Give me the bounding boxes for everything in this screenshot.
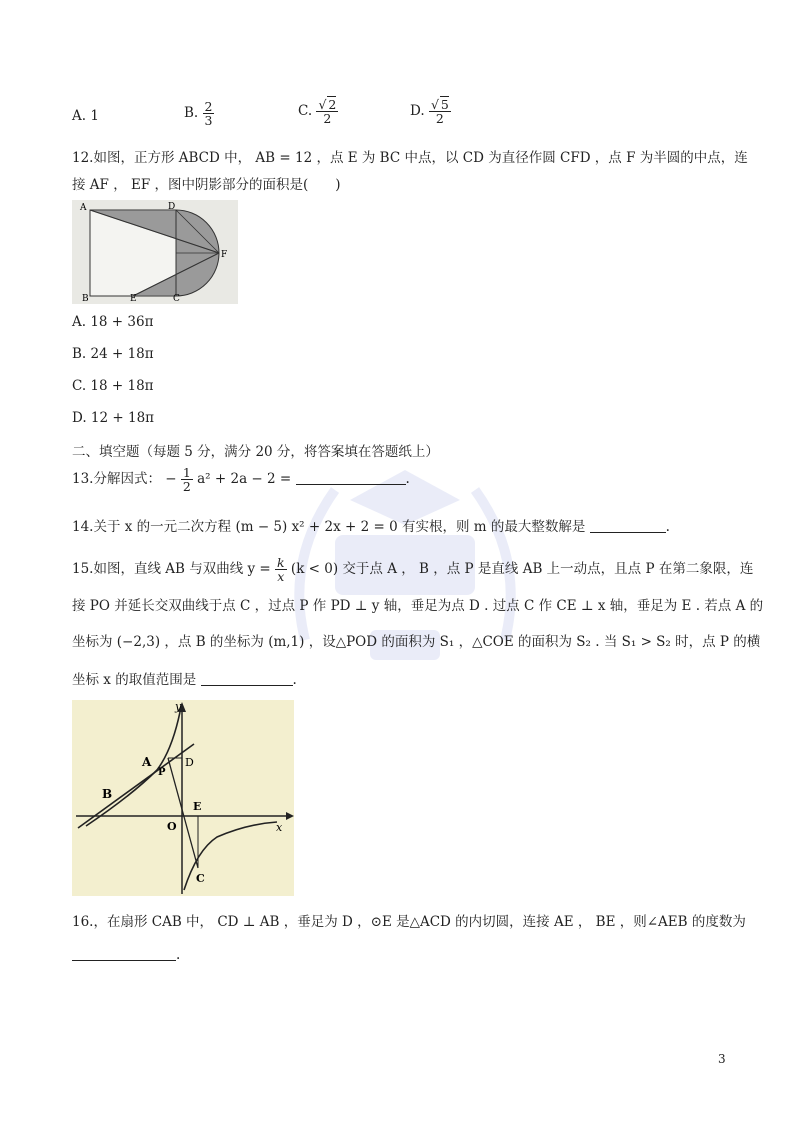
q15-line3: 坐标为 (−2,3) ，点 B 的坐标为 (m,1) ，设△POD 的面积为 S₁ ，△COE 的面积为 S₂ . 当 S₁ > S₂ 时，点 P 的横 — [72, 634, 761, 650]
q12-stem-line1: 12.如图，正方形 ABCD 中， AB = 12 ，点 E 为 BC 中点，以 CD 为直径作圆 CFD ，点 F 为半圆的中点，连 — [72, 150, 748, 166]
label-e: E — [193, 800, 202, 813]
q15-line2: 接 PO 并延长交双曲线于点 C ，过点 P 作 PD ⊥ y 轴，垂足为点 D . 过点 C 作 CE ⊥ x 轴，垂足为 E . 若点 A 的 — [72, 598, 764, 614]
label-e: E — [130, 294, 137, 304]
page-number: 3 — [718, 1052, 726, 1066]
label-x: x — [276, 821, 283, 834]
label-p: P — [158, 767, 166, 778]
label-a: A — [142, 755, 152, 769]
q14-answer-blank[interactable] — [590, 518, 666, 533]
label-o: O — [167, 820, 177, 833]
q16-line2: . — [72, 946, 180, 963]
label-f: F — [221, 250, 228, 260]
q12-figure — [72, 200, 238, 304]
q13-answer-blank[interactable] — [296, 470, 406, 485]
q12-option-c: C. 18 + 18π — [72, 378, 154, 394]
q16-line1: 16.，在扇形 CAB 中， CD ⊥ AB ，垂足为 D ，⊙E 是△ACD 的内切圆，连接 AE ， BE ，则∠AEB 的度数为 — [72, 914, 746, 930]
q16-answer-blank[interactable] — [72, 946, 176, 961]
q15-line1: 15.如图，直线 AB 与双曲线 y = $\frac{k}{x}$ (k < 0) 交于点 A ， B ，点 P 是直线 AB 上一动点，且点 P 在第二象限，连 — [72, 555, 754, 585]
label-d: D — [168, 202, 176, 212]
section-heading: 二、填空题（每题 5 分，满分 20 分，将答案填在答题纸上） — [72, 444, 439, 460]
q11-option-a: A. 1 — [72, 108, 99, 124]
label-b: B — [82, 294, 89, 304]
q15-figure — [72, 700, 294, 896]
q12-option-b: B. 24 + 18π — [72, 346, 154, 362]
q14-line: 14.关于 x 的一元二次方程 (m − 5) x² + 2x + 2 = 0 有实根，则 m 的最大整数解是 . — [72, 519, 670, 535]
q12-option-d: D. 12 + 18π — [72, 410, 155, 426]
label-c: C — [196, 872, 205, 885]
label-a: A — [80, 203, 87, 213]
q11-option-c: C. $\frac{√ 2}{2}$ — [298, 97, 337, 127]
q13-line: 13.分解因式： − $\frac{1}{2}$ a² + 2a − 2 = . — [72, 465, 410, 495]
label-c: C — [173, 294, 180, 304]
label-b: B — [102, 787, 113, 801]
q11-option-b: B. $\frac{2}{3}$ — [184, 99, 213, 129]
q12-stem-line2: 接 AF ， EF ，图中阴影部分的面积是( ) — [72, 177, 341, 193]
q15-answer-blank[interactable] — [201, 671, 293, 686]
q12-option-a: A. 18 + 36π — [72, 314, 154, 330]
label-d: D — [185, 756, 194, 769]
label-y: y — [175, 700, 182, 713]
q11-option-d: D. $\frac{√ 5}{2}$ — [410, 97, 449, 127]
q15-line4: 坐标 x 的取值范围是 . — [72, 672, 297, 688]
